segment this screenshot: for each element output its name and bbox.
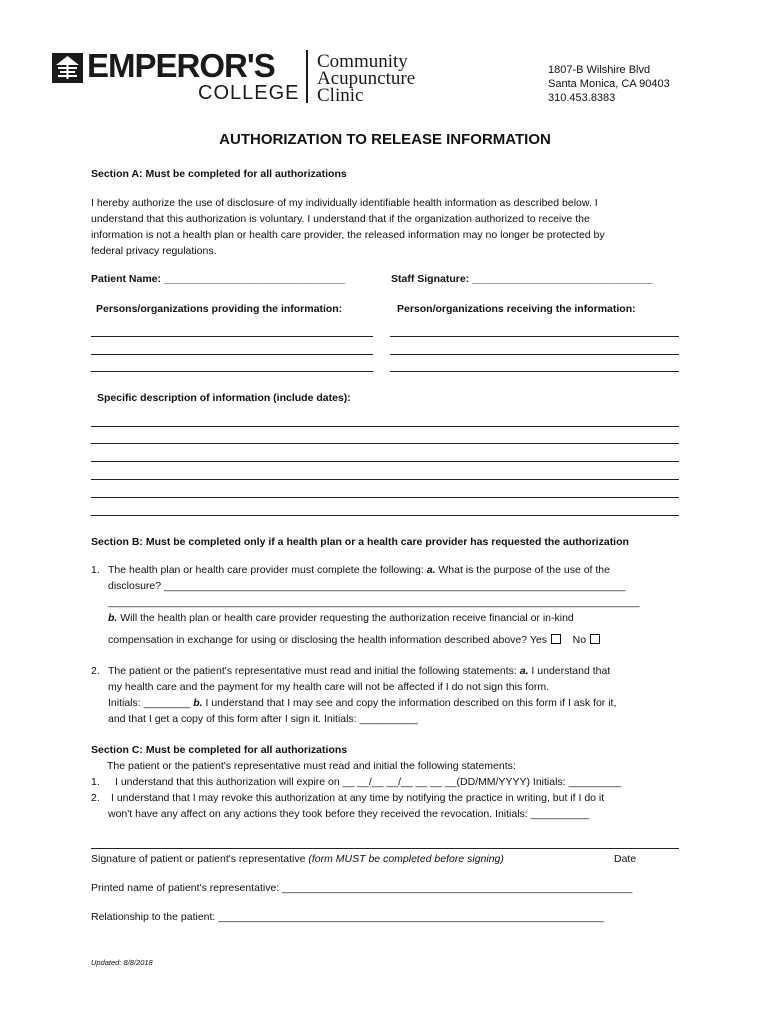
compensation-answer-row: compensation in exchange for using or disclosing the health information described above? Yes No <box>108 632 600 648</box>
section-c-intro: The patient or the patient's representative must read and initial the following statements: <box>107 760 516 772</box>
list-number: 2. <box>91 792 100 804</box>
providing-orgs-line-2[interactable] <box>91 354 373 355</box>
clinic-name-line3: Clinic <box>317 85 364 106</box>
relationship-field[interactable]: Relationship to the patient: __________________________________________________________________ <box>91 911 604 923</box>
providing-orgs-label: Persons/organizations providing the information: <box>96 303 343 315</box>
section-b-heading: Section B: Must be completed only if a health plan or a health care provider has requested the authorization <box>91 536 629 548</box>
list-number: 1. <box>91 564 100 576</box>
purpose-question: The health plan or health care provider must complete the following: a. What is the purpose of the use of the <box>108 564 610 576</box>
providing-orgs-line-1[interactable] <box>91 336 373 337</box>
section-c-heading: Section C: Must be completed for all authorizations <box>91 744 348 756</box>
no-checkbox[interactable] <box>590 634 600 644</box>
compensation-question: b. Will the health plan or health care provider requesting the authorization receive financial or in-kind <box>108 612 574 624</box>
description-line-3[interactable] <box>91 461 679 462</box>
clinic-name-line1: Community <box>317 51 408 72</box>
initials-statement-line[interactable]: Initials: ________ b. I understand that I may see and copy the information described on this form if I ask for it, <box>108 697 617 709</box>
printed-name-field[interactable]: Printed name of patient's representative: ____________________________________________________________ <box>91 882 633 894</box>
page-title: AUTHORIZATION TO RELEASE INFORMATION <box>219 131 551 148</box>
patient-statement-line: The patient or the patient's representative must read and initial the following statements: a. I understand that <box>108 665 611 677</box>
consent-paragraph-line: I hereby authorize the use of disclosure of my individually identifiable health information as described below. I <box>91 197 598 209</box>
description-line-4[interactable] <box>91 479 679 480</box>
consent-paragraph-line: federal privacy regulations. <box>91 245 217 257</box>
address-line2: Santa Monica, CA 90403 <box>548 78 670 90</box>
purpose-field-line-2[interactable]: ___________________________________________________________________________________________ <box>108 596 640 608</box>
consent-paragraph-line: information is not a health plan or health care provider, the released information may no longer be protected by <box>91 229 605 241</box>
receiving-orgs-label: Person/organizations receiving the information: <box>397 303 636 315</box>
section-a-heading: Section A: Must be completed for all authorizations <box>91 168 347 180</box>
description-label: Specific description of information (include dates): <box>97 392 351 404</box>
description-line-6[interactable] <box>91 515 679 516</box>
patient-statement-line: my health care and the payment for my health care will not be affected if I do not sign this form. <box>108 681 550 693</box>
revocation-initials-field[interactable]: won't have any affect on any actions they took before they received the revocation. Initials: __________ <box>108 808 590 820</box>
updated-date: Updated: 8/8/2018 <box>91 958 153 967</box>
receiving-orgs-line-2[interactable] <box>390 354 679 355</box>
consent-paragraph-line: understand that this authorization is voluntary. I understand that if the organization authorized to receive the <box>91 213 590 225</box>
logo-divider <box>306 50 308 103</box>
description-line-1[interactable] <box>91 426 679 427</box>
date-label: Date <box>614 853 637 865</box>
receiving-orgs-line-1[interactable] <box>390 336 679 337</box>
purpose-field-line-1[interactable]: disclosure? _______________________________________________________________________________ <box>108 580 626 592</box>
description-line-5[interactable] <box>91 497 679 498</box>
copy-initials-field[interactable]: and that I get a copy of this form after I sign it. Initials: __________ <box>108 713 418 725</box>
expiration-field[interactable]: I understand that this authorization will expire on __ __/__ __/__ __ __ __(DD/MM/YYYY) Initials: _________ <box>115 776 622 788</box>
signature-label: Signature of patient or patient's representative (form MUST be completed before signing) <box>91 853 504 865</box>
staff-signature-field[interactable]: Staff Signature: _______________________________ <box>391 273 654 285</box>
list-number: 1. <box>91 776 100 788</box>
patient-name-field[interactable]: Patient Name: _______________________________ <box>91 273 345 285</box>
college-logo-mark-icon <box>52 53 83 83</box>
logo-wordmark: EMPEROR'S <box>87 47 275 84</box>
signature-line[interactable] <box>91 848 679 849</box>
yes-checkbox[interactable] <box>551 634 561 644</box>
providing-orgs-line-3[interactable] <box>91 371 373 372</box>
revocation-statement: I understand that I may revoke this authorization at any time by notifying the practice in writing, but if I do it <box>111 792 605 804</box>
logo-subtitle: COLLEGE <box>198 82 300 104</box>
clinic-name-line2: Acupuncture <box>317 68 416 89</box>
phone-number: 310.453.8383 <box>548 92 616 104</box>
address-line1: 1807-B Wilshire Blvd <box>548 64 651 76</box>
list-number: 2. <box>91 665 100 677</box>
receiving-orgs-line-3[interactable] <box>390 371 679 372</box>
description-line-2[interactable] <box>91 443 679 444</box>
